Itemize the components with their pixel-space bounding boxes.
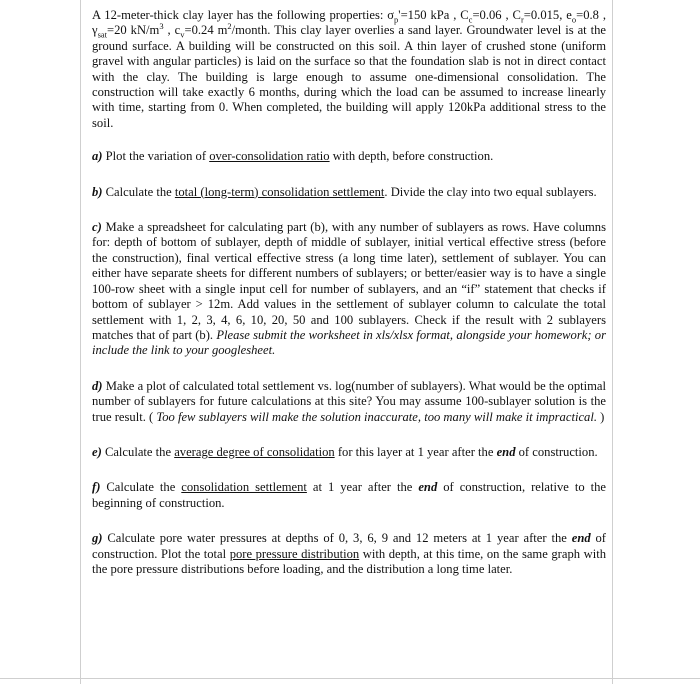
underlined-term: average degree of consolidation bbox=[174, 444, 335, 459]
question-f: f) Calculate the consolidation settlement at 1 year after the end of construction, relative to the beginning of construction. bbox=[92, 480, 607, 510]
problem-intro: A 12-meter-thick clay layer has the following properties: $\sigma_p'=150$ kPa , $C_c=0.06$ , $C_r=0.015$, $e_o=0.8$ , $\gamma_{sat}=20$ $kN/m^3$ , $c_v=0.24$ $m^2$/month. This clay layer overlies a sand layer. Groundwater level is at the ground surface. A building will be constructed on this soil. A thin layer of crushed stone (uniform gravel with angular particles) is laid on the surface so that the foundation slab is not in direct contact with the clay. The building is large enough to assume one-dimensional consolidation. The construction will take exactly 6 months, during which the load can be assumed to increase linearly with time, starting from 0. When completed, the building will apply 120kPa additional stress to the soil. bbox=[92, 8, 607, 130]
question-c: c) Make a spreadsheet for calculating part (b), with any number of sublayers as rows. Have columns for: depth of bottom of sublayer, depth of middle of sublayer, initial vertical effective stress (before the construction), final vertical effective stress (a long time later), settlement of sublayer. You can either have separate sheets for different numbers of sublayers; or better/easier way is to have a single 100-row sheet with a single input cell for number of sublayers, and an “if” statement that checks if bottom of sublayer > 12m. Add values in the settlement of sublayer column to calculate the total settlement with 1, 2, 3, 4, 6, 10, 20, 50 and 100 sublayers. Check if the result with 2 sublayers matches that of part (b). Please submit the worksheet in xls/xlsx format, alongside your homework; or include the link to your googlesheet. bbox=[92, 220, 606, 358]
question-label: g) bbox=[92, 531, 103, 546]
question-a: a) Plot the variation of over-consolidation ratio with depth, before construction. bbox=[92, 149, 494, 164]
underlined-term: over-consolidation ratio bbox=[209, 149, 330, 164]
hint-note: Too few sublayers will make the solution inaccurate, too many will make it impractical. bbox=[156, 409, 597, 424]
question-e: e) Calculate the average degree of consolidation for this layer at 1 year after the end of construction. bbox=[92, 444, 598, 459]
emphasis: end bbox=[571, 531, 591, 546]
left-border bbox=[80, 0, 81, 684]
question-d: d) Make a plot of calculated total settlement vs. log(number of sublayers). What would be the optimal number of sublayers for future calculations at this site? You may assume 100-sublayer solution is the true result. ( Too few sublayers will make the solution inaccurate, too many will make it impractical. ) bbox=[92, 378, 606, 424]
question-label: c) bbox=[92, 220, 102, 235]
problem-text bbox=[92, 8, 606, 597]
question-label: f) bbox=[92, 480, 101, 495]
emphasis: end bbox=[418, 480, 438, 495]
underlined-term: pore pressure distribution bbox=[229, 546, 360, 561]
question-label: a) bbox=[92, 149, 103, 164]
question-label: e) bbox=[92, 444, 102, 459]
submission-note: Please submit the worksheet in xls/xlsx format, alongside your homework; or include the link to your googlesheet. bbox=[92, 327, 606, 358]
question-label: d) bbox=[92, 378, 103, 393]
question-label: b) bbox=[92, 184, 103, 199]
underlined-term: total (long-term) consolidation settlement bbox=[174, 184, 385, 199]
bottom-border bbox=[0, 678, 700, 679]
question-g: g) Calculate pore water pressures at depths of 0, 3, 6, 9 and 12 meters at 1 year after the end of construction. Plot the total pore pressure distribution with depth, at this time, on the same graph with the pore pressure distributions before loading, and the distribution a long time later. bbox=[92, 531, 606, 576]
question-b: b) Calculate the total (long-term) consolidation settlement. Divide the clay into two equal sublayers. bbox=[92, 184, 597, 199]
right-border bbox=[612, 0, 613, 684]
emphasis: end bbox=[496, 444, 516, 459]
underlined-term: consolidation settlement bbox=[181, 480, 307, 495]
